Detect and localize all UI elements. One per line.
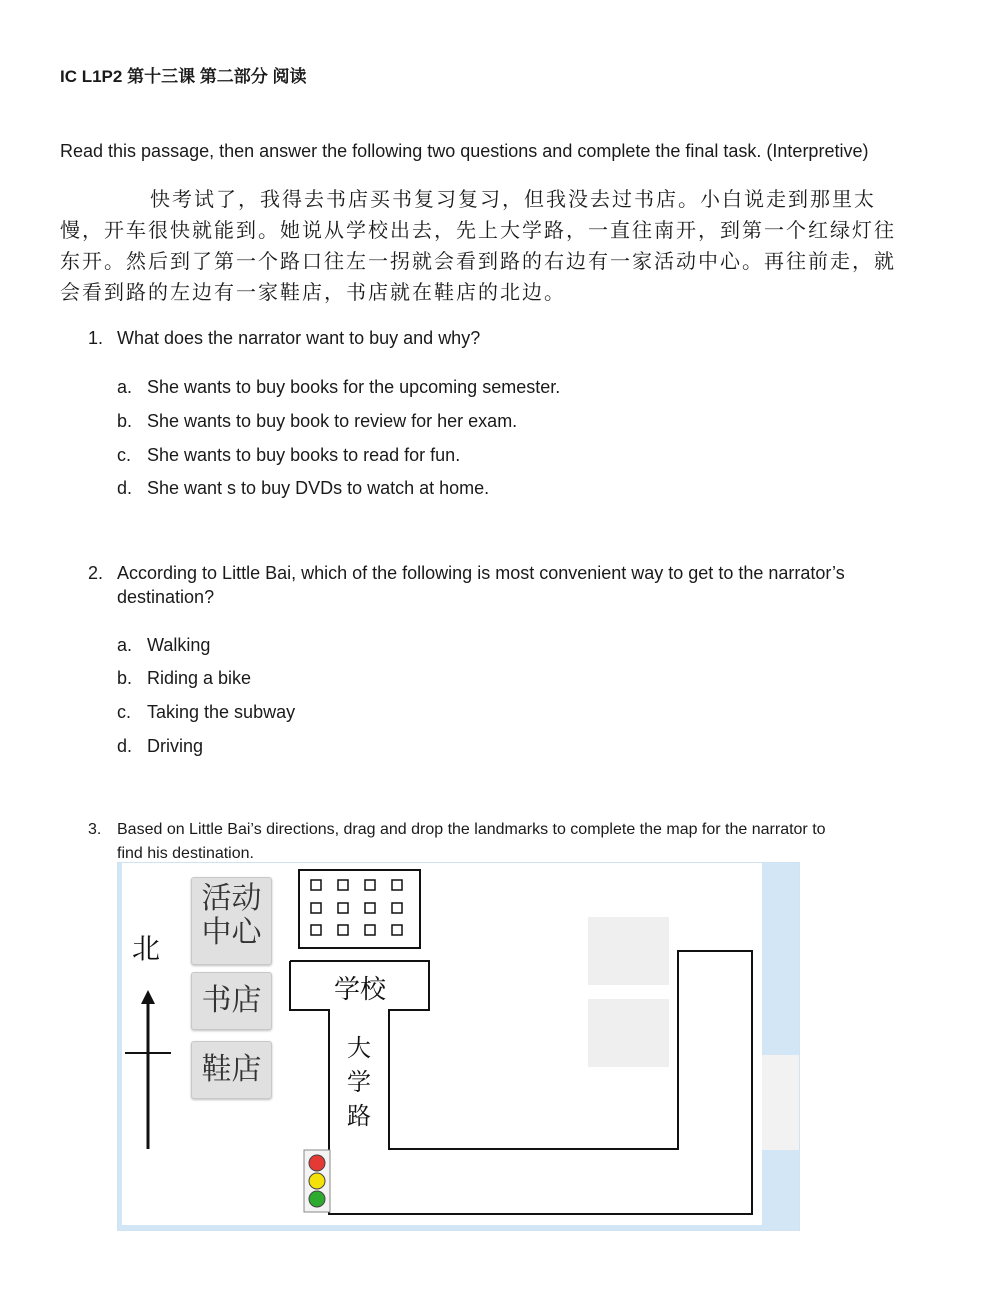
- draggable-shoe-store[interactable]: 鞋店: [191, 1041, 272, 1099]
- option-letter: b.: [117, 668, 133, 688]
- passage-line: 快考试了，我得去书店买书复习复习，但我没去过书店。小白说走到那里太: [150, 187, 876, 211]
- option-letter: b.: [117, 411, 133, 431]
- road-label-char: 路: [347, 1102, 371, 1130]
- option-text: Walking: [147, 635, 211, 655]
- option-letter: c.: [117, 445, 132, 465]
- drop-slot-2[interactable]: [588, 999, 669, 1067]
- option-letter: c.: [117, 702, 132, 722]
- question-3-text-line: Based on Little Bai’s directions, drag and drop the landmarks to complete the map for the narrator to: [117, 821, 826, 838]
- frame-panel: [762, 1055, 799, 1150]
- option-text: She wants to buy books to read for fun.: [147, 445, 461, 465]
- question-3-text-line: find his destination.: [117, 845, 254, 862]
- question-3-number: 3.: [88, 821, 102, 838]
- passage-line: 东开。然后到了第一个路口往左一拐就会看到路的右边有一家活动中心。再往前走，就: [60, 249, 896, 273]
- option-text: Driving: [147, 736, 204, 756]
- question-1-text: What does the narrator want to buy and why?: [117, 328, 481, 348]
- north-arrow-icon: [141, 990, 155, 1004]
- passage-line: 慢，开车很快就能到。她说从学校出去，先上大学路，一直往南开，到第一个红绿灯往: [60, 218, 896, 242]
- question-2-option-d[interactable]: [117, 736, 203, 757]
- question-2-text: [117, 561, 937, 609]
- question-3-text: [117, 818, 947, 866]
- option-letter: a.: [117, 377, 133, 397]
- option-text: She wants to buy books for the upcoming semester.: [147, 377, 561, 397]
- traffic-light-green: [309, 1191, 325, 1207]
- question-2-text-line: destination?: [117, 587, 215, 607]
- school-label: 学校: [334, 975, 387, 1005]
- option-text: Taking the subway: [147, 702, 296, 722]
- reading-passage: [60, 184, 940, 308]
- traffic-light-yellow: [309, 1173, 325, 1189]
- page-title: IC L1P2 第十三课 第二部分 阅读: [60, 67, 307, 86]
- north-label: 北: [132, 932, 161, 965]
- road-label: [344, 1031, 374, 1133]
- instructions: Read this passage, then answer the following two questions and complete the final task. (Interpretive): [60, 141, 869, 161]
- option-letter: d.: [117, 478, 133, 498]
- option-text: She wants to buy book to review for her exam.: [147, 411, 518, 431]
- draggable-bookstore[interactable]: 书店: [191, 972, 272, 1030]
- question-1-option-c[interactable]: [117, 445, 460, 466]
- road-label-char: 学: [347, 1068, 371, 1096]
- option-letter: d.: [117, 736, 133, 756]
- map-dropzone[interactable]: [117, 862, 800, 1231]
- question-1-option-b[interactable]: [117, 411, 517, 432]
- frame-panel: [118, 1225, 762, 1230]
- option-text: Riding a bike: [147, 668, 252, 688]
- tile-label-line: 中心: [201, 915, 262, 950]
- passage-line: 会看到路的左边有一家鞋店，书店就在鞋店的北边。: [60, 280, 566, 304]
- question-1-number: 1.: [88, 328, 104, 348]
- drop-slot-1[interactable]: [588, 917, 669, 985]
- question-2-option-c[interactable]: [117, 702, 295, 723]
- road-label-char: 大: [347, 1034, 371, 1062]
- question-1-option-a[interactable]: [117, 377, 560, 398]
- option-text: She want s to buy DVDs to watch at home.: [147, 478, 490, 498]
- option-letter: a.: [117, 635, 133, 655]
- tile-label-line: 活动: [201, 881, 262, 916]
- question-2-number: 2.: [88, 563, 104, 583]
- question-2-option-b[interactable]: [117, 668, 251, 689]
- draggable-activity-center[interactable]: [191, 877, 272, 965]
- question-2-text-line: According to Little Bai, which of the following is most convenient way to get to the narrator’s: [117, 563, 845, 583]
- question-1-option-d[interactable]: [117, 478, 489, 499]
- question-2-option-a[interactable]: [117, 635, 210, 656]
- frame-panel: [762, 1150, 799, 1230]
- traffic-light-red: [309, 1155, 325, 1171]
- frame-panel: [118, 863, 122, 1230]
- frame-panel: [762, 863, 799, 1055]
